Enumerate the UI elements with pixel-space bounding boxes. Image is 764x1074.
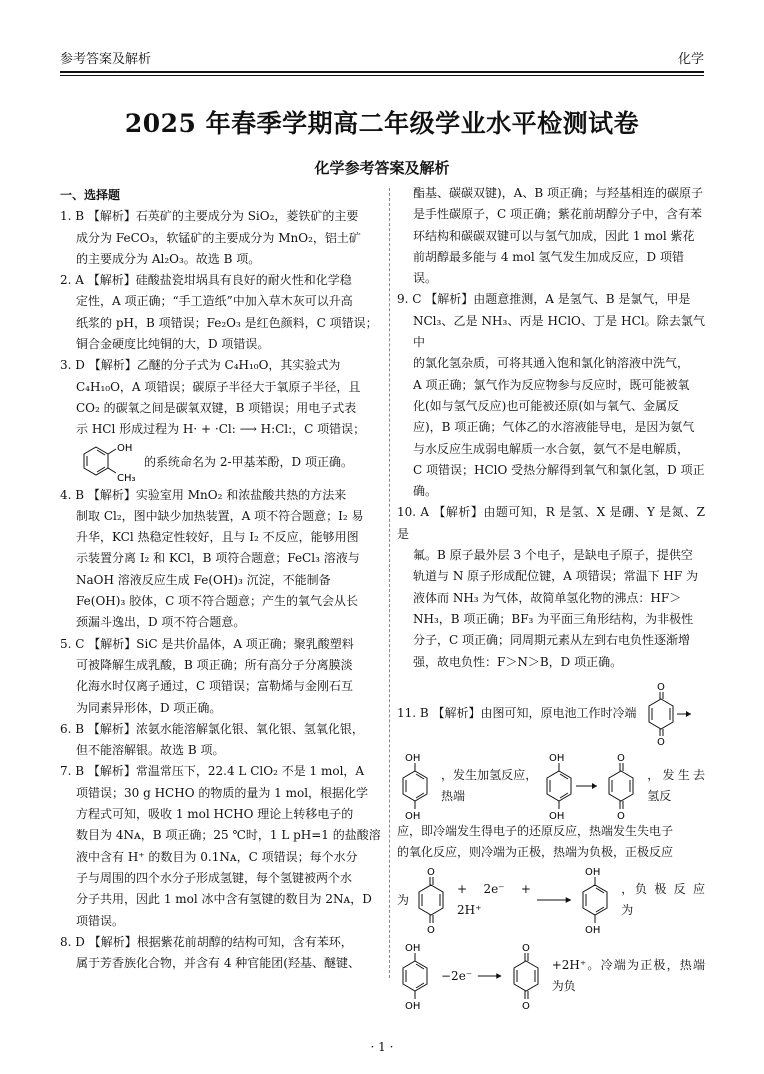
text-line: 子与周围的四个水分子形成氢键，每个氢键被两个水 [76,870,353,885]
text-line: 方程式可知，吸收 1 mol HCHO 理论上转移电子的 [76,807,354,822]
text-line: 分子共用，因此 1 mol 冰中含有氢键的数目为 2Nᴀ，D [76,892,372,907]
question-6 [60,719,383,762]
oh-label: OH [117,442,133,454]
text-line: 9. C 【解析】由题意推测，A 是氢气、B 是氯气，甲是 [397,292,691,307]
text-line: 确。 [413,484,438,499]
text-line: NH₃，B 项正确；BF₃ 为平面三角形结构，为非极性 [413,611,694,626]
text-line: 10. A 【解析】由题可知，R 是氢、X 是硼、Y 是氮、Z 是 [397,505,705,541]
question-1 [60,206,383,270]
text-line: C 项错误；HClO 受热分解得到氧气和氯化氢，D 项正 [413,462,705,477]
text-line: 液中含有 H⁺ 的数目为 0.1Nᴀ，C 项错误；每个水分 [76,849,358,864]
question-4 [60,485,383,634]
text-line: NaOH 溶液反应生成 Fe(OH)₃ 沉淀，不能制备 [76,572,331,587]
text-line: 示装置分离 I₂ 和 KCl，B 项符合题意；FeCl₃ 溶液与 [76,551,360,566]
right-column [397,183,705,1011]
question-5 [60,634,383,719]
benzoquinone-structure [603,751,643,821]
column-divider [389,188,390,978]
text-line: 升华，KCl 热稳定性较好，且与 I₂ 不反应，能够用图 [76,530,359,545]
text-line: 氟。B 原子最外层 3 个电子，是缺电子原子，提供空 [413,548,693,563]
text-line: 化(如与氢气反应)也可能被还原(如与氧气、金属反 [413,398,680,413]
text-line: 属于芳香族化合物，并含有 4 种官能团(羟基、醚键、 [76,956,360,971]
text-line: ，发生去氢反 [647,767,705,803]
svg-text:OH: OH [405,752,421,764]
reaction-arrow-icon [476,971,504,981]
page-title: 2025 年春季学期高二年级学业水平检测试卷 [124,109,640,138]
text-line: 分子，C 项正确；同周期元素从左到右电负性逐渐增 [413,633,690,648]
text-line: 项错误。 [76,913,125,928]
svg-text:O: O [427,925,435,936]
text-line: 3. D 【解析】乙醚的分子式为 C₄H₁₀O，其实验式为 [60,358,341,373]
svg-text:O: O [617,752,626,764]
page-number: · 1 · [370,1040,394,1054]
text-line: 液体而 NH₃ 为气体，故简单氢化物的沸点：HF＞ [413,590,682,605]
left-column [60,185,383,974]
text-line: 4. B 【解析】实验室用 MnO₂ 和浓盐酸共热的方法来 [60,487,347,502]
text-line: 的氧化反应，则冷端为正极，热端为负极，正极反应 [397,845,674,860]
text-line: 前胡醇最多能与 4 mol 氢气发生加成反应，D 项错 [413,249,684,264]
mol-line [60,441,383,485]
svg-text:O: O [427,867,435,879]
text-line: 5. C 【解析】SiC 是共价晶体，A 项正确；聚乳酸塑料 [60,636,354,651]
question-3 [60,355,383,484]
page-subtitle: 化学参考答案及解析 [314,159,450,177]
svg-text:O: O [521,943,530,955]
text-line: 的系统命名为 2-甲基苯酚，D 项正确。 [144,454,353,469]
text-line: 为同素异形体，D 项正确。 [76,700,222,715]
page-header [60,48,704,68]
question-10 [397,502,705,672]
svg-text:OH: OH [405,943,421,955]
svg-text:O: O [617,810,626,821]
equation-terms: + 2e⁻ + 2H⁺ [457,882,531,918]
header-right: 化学 [677,52,704,67]
svg-text:OH: OH [585,867,601,879]
text-line: 7. B 【解析】常温常压下，22.4 L ClO₂ 不是 1 mol，A [60,764,365,779]
hydroquinone-structure [397,751,437,821]
svg-text:OH: OH [549,752,565,764]
svg-text:O: O [656,736,665,747]
text-line: 酯基、碳碳双键)，A、B 项正确；与羟基相连的碳原子 [413,186,703,200]
hydroquinone-structure [397,941,437,1011]
equation-terms: −2e⁻ [441,968,473,983]
svg-text:OH: OH [405,1001,421,1012]
text-line: 颈漏斗逸出，D 项不符合题意。 [76,615,246,630]
text-line: 8. D 【解析】根据紫花前胡醇的结构可知，含有苯环， [60,934,353,949]
svg-text:O: O [521,1001,530,1012]
text-line: 的主要成分为 Al₂O₃。故选 B 项。 [76,251,261,266]
svg-text:O: O [656,681,665,693]
text-line: 1. B 【解析】石英矿的主要成分为 SiO₂，菱铁矿的主要 [60,209,359,224]
header-rule [60,71,704,73]
text-line: 数目为 4Nᴀ，B 项正确；25 ℃时，1 L pH=1 的盐酸溶 [76,828,381,843]
benzoquinone-structure [508,941,548,1011]
svg-text:OH: OH [549,810,565,821]
text-line: A 项正确；氯气作为反应物参与反应时，既可能被氧 [413,377,690,392]
text-line: 定性，A 项正确；“手工造纸”中加入草木灰可以升高 [76,294,353,309]
text-line: 环结构和碳碳双键可以与氢气加成，因此 1 mol 紫花 [413,228,695,243]
ch3-label: CH₃ [117,472,136,484]
header-left: 参考答案及解析 [60,52,152,67]
section-heading: 一、选择题 [60,188,121,202]
text-line: 为 [397,892,410,907]
text-line: 2. A 【解析】硅酸盐瓷坩埚具有良好的耐火性和化学稳 [60,273,352,288]
text-line: 应，即冷端发生得电子的还原反应，热端发生失电子 [397,823,674,838]
text-line: 轨道与 N 原子形成配位键，A 项错误；常温下 HF 为 [413,569,699,584]
text-line: 11. B 【解析】由图可知，原电池工作时冷端 [397,706,637,721]
text-line: CO₂ 的碳氧之间是碳氧双键，B 项错误；用电子式表 [76,400,357,415]
o-cresol-structure [76,441,140,485]
text-line: 示 HCl 形成过程为 H· + ·Cl: ⟶ H:Cl:，C 项错误； [76,422,366,437]
question-8 [60,932,383,975]
text-line: C₄H₁₀O，A 项错误；碳原子半径大于氧原子半径，且 [76,379,361,394]
text-line: ，发生加氢反应，热端 [441,767,538,803]
text-line: 但不能溶解银。故选 B 项。 [76,743,225,758]
text-line: +2H⁺。冷端为正极，热端为负 [551,958,705,994]
question-8-continued [397,183,705,289]
text-line: 6. B 【解析】浓氨水能溶解氯化银、氧化银、氢氧化银， [60,721,364,736]
question-11 [397,681,705,1012]
hydroquinone-structure [541,751,599,821]
text-line: 项错误；30 g HCHO 的物质的量为 1 mol，根据化学 [76,785,369,800]
text-line: 制取 Cl₂，图中缺少加热装置，A 项不符合题意；I₂ 易 [76,508,364,523]
text-line: 的氯化氢杂质，可将其通入饱和氯化钠溶液中洗气， [413,356,690,371]
text-line: 与水反应生成弱电解质一水合氨，氨气不是电解质， [413,441,690,456]
svg-text:OH: OH [405,810,421,821]
text-line: 铜合金硬度比纯铜的大，D 项错误。 [76,337,270,352]
text-line: 误。 [413,271,438,286]
header-rule-thin [60,75,704,76]
negative-electrode-equation [397,941,705,1011]
text-line: 是手性碳原子，C 项正确；紫花前胡醇分子中，含有苯 [413,207,702,222]
text-line: 化海水时仅离子通过，C 项错误；富勒烯与金刚石互 [76,679,353,694]
text-line: 成分为 FeCO₃，软锰矿的主要成分为 MnO₂，铝土矿 [76,230,361,245]
text-line: Fe(OH)₃ 胶体，C 项不符合题意；产生的氧气会从长 [76,594,359,609]
question-2 [60,270,383,355]
reaction-arrow-icon [535,895,573,905]
benzoquinone-structure [413,865,453,935]
hydroquinone-structure [577,865,617,935]
text-line: 纸浆的 pH，B 项错误；Fe₂O₃ 是红色颜料，C 项错误； [76,315,378,330]
q11-line-a [397,681,705,747]
text-line: ，负 极 反 应 为 [621,882,705,918]
positive-electrode-equation [397,865,705,935]
benzoquinone-structure [641,681,693,747]
q11-line-b [397,751,705,821]
text-line: 应)，B 项正确；气体乙的水溶液能导电，是因为氨气 [413,420,695,435]
question-7 [60,761,383,931]
question-9 [397,289,705,502]
svg-text:OH: OH [585,925,601,936]
text-line: NCl₃、乙是 NH₃、丙是 HClO、丁是 HCl。除去氯气中 [413,313,705,350]
text-line: 可被降解生成乳酸，B 项正确；所有高分子分离膜淡 [76,657,353,672]
text-line: 强，故电负性：F＞N＞B，D 项正确。 [413,654,623,669]
